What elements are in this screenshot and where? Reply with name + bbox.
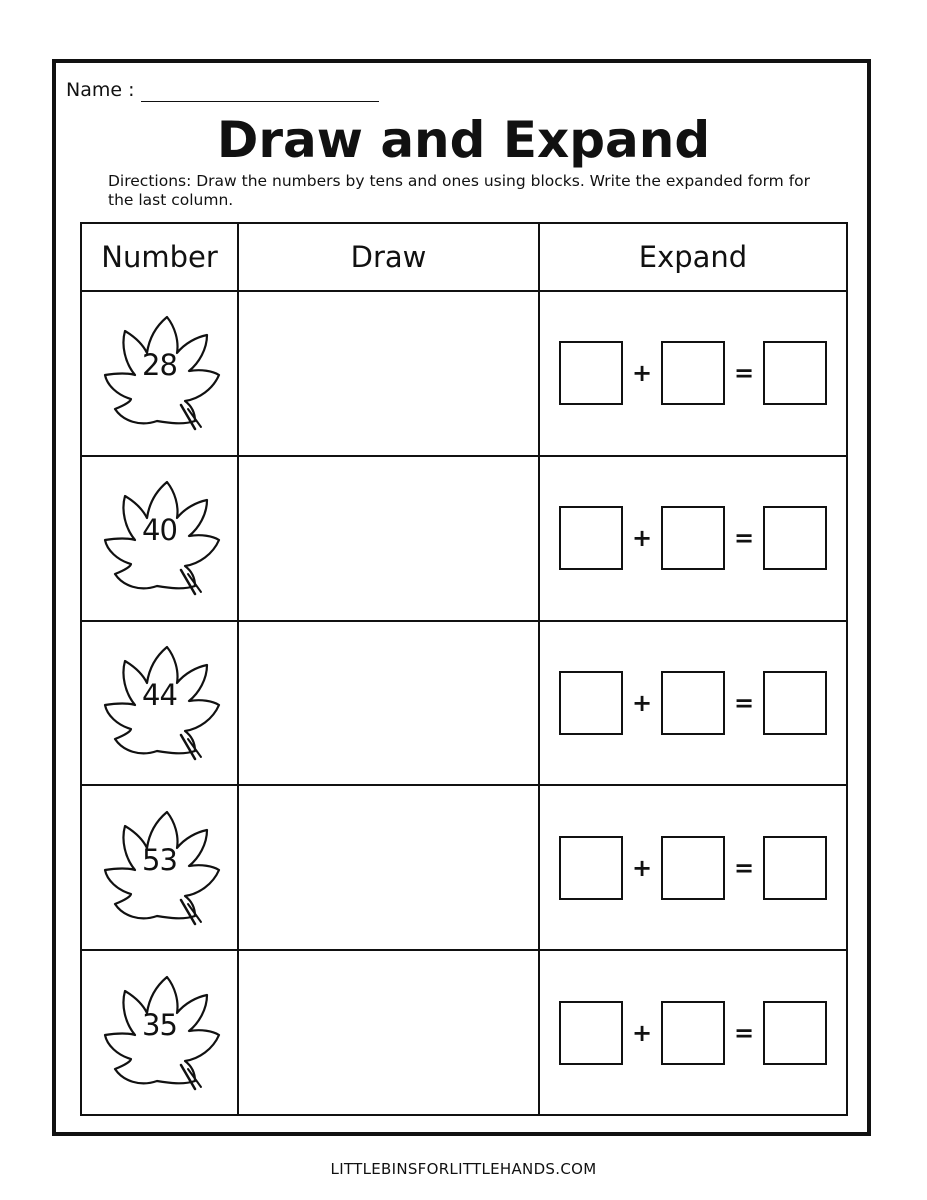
leaf-number: 40 [142,513,177,548]
table-row [81,785,847,950]
equals-sign: = [733,359,755,388]
name-field[interactable] [141,79,379,102]
tens-box[interactable] [559,836,623,900]
equals-sign: = [733,688,755,717]
header-row [81,223,847,291]
name-row [66,78,379,102]
plus-sign: + [631,359,653,388]
header-number: Number [81,223,238,291]
draw-cell[interactable] [238,785,539,950]
table-row [81,950,847,1115]
plus-sign: + [631,853,653,882]
ones-box[interactable] [661,341,725,405]
worksheet-table [80,222,848,1116]
total-box[interactable] [763,341,827,405]
leaf-number: 53 [142,842,177,877]
plus-sign: + [631,1018,653,1047]
leaf-icon [95,468,225,608]
ones-box[interactable] [661,1001,725,1065]
expand-equation [540,341,846,405]
draw-cell[interactable] [238,950,539,1115]
tens-box[interactable] [559,341,623,405]
expand-cell [539,950,847,1115]
number-cell [81,621,238,786]
equals-sign: = [733,853,755,882]
plus-sign: + [631,688,653,717]
header-expand: Expand [539,223,847,291]
leaf-number: 35 [142,1007,177,1042]
expand-cell [539,785,847,950]
total-box[interactable] [763,671,827,735]
total-box[interactable] [763,506,827,570]
equals-sign: = [733,1018,755,1047]
leaf-icon [95,798,225,938]
number-cell [81,785,238,950]
footer-website: LITTLEBINSFORLITTLEHANDS.COM [330,1160,597,1178]
tens-box[interactable] [559,671,623,735]
expand-equation [540,671,846,735]
draw-cell[interactable] [238,456,539,621]
table-row [81,621,847,786]
leaf-number: 28 [142,348,177,383]
total-box[interactable] [763,1001,827,1065]
plus-sign: + [631,524,653,553]
leaf-icon [95,303,225,443]
page-title: Draw and Expand [216,111,711,169]
expand-cell [539,291,847,456]
leaf-icon [95,633,225,773]
name-label: Name : [66,79,135,101]
expand-equation [540,506,846,570]
ones-box[interactable] [661,836,725,900]
ones-box[interactable] [661,671,725,735]
total-box[interactable] [763,836,827,900]
equals-sign: = [733,524,755,553]
tens-box[interactable] [559,506,623,570]
draw-cell[interactable] [238,621,539,786]
expand-cell [539,456,847,621]
number-cell [81,950,238,1115]
leaf-number: 44 [142,677,177,712]
table-row [81,456,847,621]
leaf-icon [95,963,225,1103]
header-draw: Draw [238,223,539,291]
directions: Directions: Draw the numbers by tens and ones using blocks. Write the expanded form for the last column. [108,172,811,209]
expand-cell [539,621,847,786]
ones-box[interactable] [661,506,725,570]
expand-equation [540,1001,846,1065]
draw-cell[interactable] [238,291,539,456]
tens-box[interactable] [559,1001,623,1065]
number-cell [81,291,238,456]
table-row [81,291,847,456]
expand-equation [540,836,846,900]
number-cell [81,456,238,621]
